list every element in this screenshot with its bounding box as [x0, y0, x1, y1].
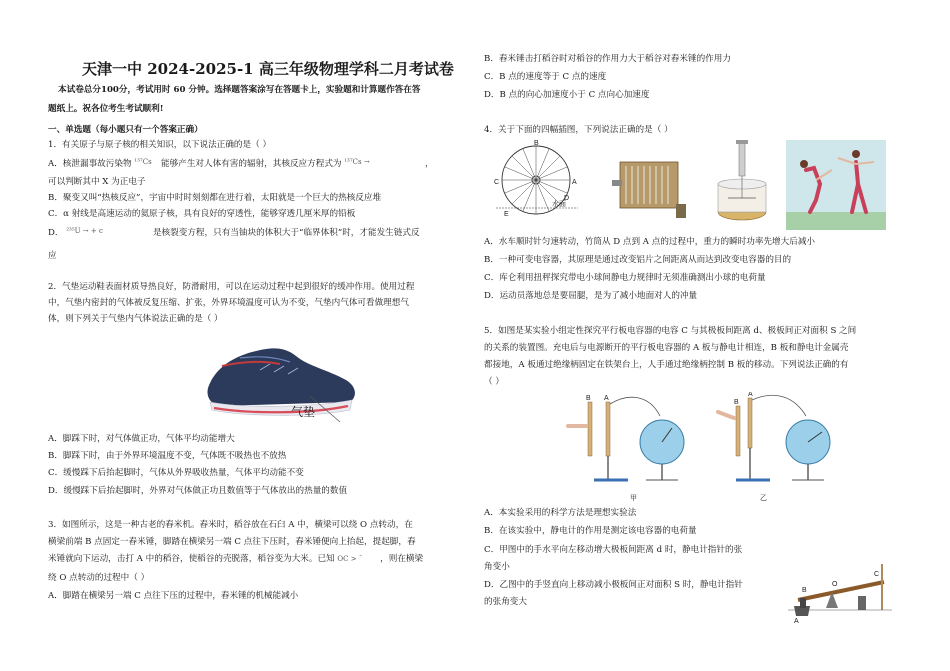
q1-d-cont: 应: [48, 251, 57, 261]
q1-option-c: C．α 射线是高速运动的氦原子核，具有良好的穿透性，能够穿透几厘米厚的铅板: [48, 209, 356, 219]
q1-a-part2: 能够产生对人体有害的辐射，其核反应方程式为: [161, 159, 342, 169]
q3-option-a: A．脚踏在横梁另一端 C 点往下压的过程中，舂米锤的机械能减小: [48, 591, 299, 601]
gymnast-landing-image: [786, 140, 886, 230]
capacitor-setup-yi: [714, 392, 842, 488]
q3-stem-2: 横梁前端 B 点固定一舂米锤，脚踏在横梁另一端 C 点往下压时，舂米锤便向上抬起，提起脚，舂: [48, 537, 416, 547]
q2-option-b: B．脚踩下时，由于外界环境温度不变，气体既不吸热也不放热: [48, 451, 287, 461]
svg-text:A: A: [748, 392, 753, 398]
q3-stem-4: 绕 O 点转动的过程中（ ）: [48, 573, 150, 583]
section-heading: 一、单选题（每小题只有一个答案正确）: [48, 125, 203, 135]
q1-a-cont: 可以判断其中 X 为正电子: [48, 177, 146, 187]
q2-option-c: C．缓慢踩下后抬起脚时，气体从外界吸收热量，气体平均动能不变: [48, 468, 304, 478]
q2-stem-1: 2．气垫运动鞋表面材质导热良好，防滑耐用，可以在运动过程中起到很好的缓冲作用。使用过程: [48, 282, 415, 292]
svg-text:O: O: [832, 581, 838, 588]
formula-u235: ²³⁵U → + c: [66, 227, 103, 235]
svg-text:A: A: [572, 179, 577, 186]
q5-stem-4: （ ）: [484, 377, 504, 387]
q2-stem-3: 体，则下列关于气垫内气体说法正确的是（ ）: [48, 314, 223, 324]
rice-pounder-diagram: [788, 560, 892, 624]
q5-stem-2: 的关系的装置图。充电后与电源断开的平行板电容器的 A 板与静电计相连，B 板和静电计金属壳: [484, 343, 849, 353]
q5-stem-3: 都接地，A 板通过绝缘柄固定在铁架台上，人手通过绝缘柄控制 B 板的移动。下列说法正确的有: [484, 360, 849, 370]
variable-capacitor-image: [610, 148, 690, 226]
formula-cs137: ¹³⁷Cs: [134, 158, 152, 166]
figure-label-yi: 乙: [760, 494, 767, 502]
q5-option-a: A．本实验采用的科学方法是理想实验法: [484, 508, 637, 518]
q5-option-d-2: 的张角变大: [484, 597, 527, 607]
svg-text:B: B: [534, 140, 539, 147]
formula-decay: ¹³⁷Cs →: [344, 158, 370, 166]
air-cushion-label: 气垫: [291, 405, 316, 419]
q4-option-d: D．运动员落地总是要屈腿，是为了减小地面对人的冲量: [484, 291, 698, 301]
q5-stem-1: 5．如图是某实验小组定性探究平行板电容器的电容 C 与其极板间距离 d、极板间正对面积 S 之间: [484, 326, 857, 336]
page-title: 天津一中 2024-2025-1 高三年级物理学科二月考试卷: [82, 60, 454, 78]
capacitor-setup-jia: [566, 392, 694, 488]
q2-option-a: A．脚踩下时，对气体做正功，气体平均动能增大: [48, 434, 235, 444]
formula-oc-ob: OC > ¯: [337, 555, 363, 563]
torsion-balance-image: [712, 140, 772, 230]
q1-a-part1: A．核泄漏事故污染物: [48, 159, 132, 169]
q1-option-b: B．聚变又叫“热核反应”，宇宙中时时刻刻都在进行着，太阳就是一个巨大的热核反应堆: [48, 193, 382, 203]
q1-option-a: [48, 156, 434, 170]
q5-option-c-2: 角变小: [484, 562, 510, 572]
q3-stem-3a: 米锤就向下运动，击打 A 中的稻谷，使稻谷的壳脱落，稻谷变为大米。已知: [48, 554, 335, 564]
q4-option-b: B．一种可变电容器，其原理是通过改变铝片之间距离从而达到改变电容器的目的: [484, 255, 792, 265]
q1-d-part1: D．: [48, 228, 64, 238]
q1-option-d: [48, 225, 420, 239]
figure-label-jia: 甲: [630, 494, 637, 502]
svg-text:B: B: [802, 587, 807, 594]
svg-text:E: E: [504, 211, 509, 218]
q3-stem-3b: ，则在横梁: [380, 554, 424, 564]
q4-option-c: C．库仑利用扭秤探究带电小球间静电力规律时无须准确测出小球的电荷量: [484, 273, 766, 283]
svg-text:C: C: [494, 179, 500, 186]
svg-text:B: B: [734, 399, 739, 406]
q3-option-c: C．B 点的速度等于 C 点的速度: [484, 72, 607, 82]
svg-text:B: B: [586, 395, 591, 402]
svg-text:A: A: [794, 618, 799, 624]
q1-d-part2: 是核裂变方程，只有当铀块的体积大于“临界体积”时，才能发生链式反: [152, 228, 420, 238]
svg-text:A: A: [604, 395, 609, 402]
q1-a-part3: ，: [424, 159, 434, 169]
q5-option-b: B．在该实验中，静电计的作用是测定该电容器的电荷量: [484, 526, 697, 536]
intro-line-1: 本试卷总分100分，考试用时 60 分钟。选择题答案涂写在答题卡上，实验题和计算题作答在答: [58, 85, 421, 95]
q1-stem: 1．有关原子与原子核的相关知识，以下说法正确的是（ ）: [48, 140, 272, 150]
q2-stem-2: 中，气垫内密封的气体被反复压缩、扩张，外界环境温度可认为不变，气垫内气体可看做理想气: [48, 298, 409, 308]
intro-line-2: 题纸上。祝各位考生考试顺利!: [48, 104, 164, 114]
q3-option-d: D．B 点的向心加速度小于 C 点向心加速度: [484, 90, 650, 100]
q3-stem-3: [48, 553, 423, 565]
svg-text:C: C: [874, 571, 880, 578]
q3-option-b: B．舂米锤击打稻谷时对稻谷的作用力大于稻谷对舂米锤的作用力: [484, 54, 731, 64]
q3-stem-1: 3．如图所示，这是一种古老的舂米机。舂米时，稻谷放在石臼 A 中，横梁可以绕 O 点转动，在: [48, 520, 413, 530]
q5-option-c-1: C．甲图中的手水平向左移动增大极板间距离 d 时，静电计指针的张: [484, 545, 743, 555]
air-cushion-shoe-image: [200, 336, 376, 428]
q4-stem: 4．关于下面的四幅插图，下列说法正确的是（ ）: [484, 125, 673, 135]
q4-option-a: A．水车顺时针匀速转动，竹筒从 D 点到 A 点的过程中，重力的瞬时功率先增大后减小: [484, 237, 816, 247]
q2-option-d: D．缓慢踩下后抬起脚时，外界对气体做正功且数值等于气体放出的热量的数值: [48, 486, 348, 496]
water-wheel-diagram: [492, 140, 584, 228]
q5-option-d-1: D．乙图中的手竖直向上移动减小极板间正对面积 S 时，静电计指针: [484, 580, 743, 590]
svg-text:D: D: [564, 195, 570, 202]
water-surface-label: 水面: [552, 200, 566, 208]
